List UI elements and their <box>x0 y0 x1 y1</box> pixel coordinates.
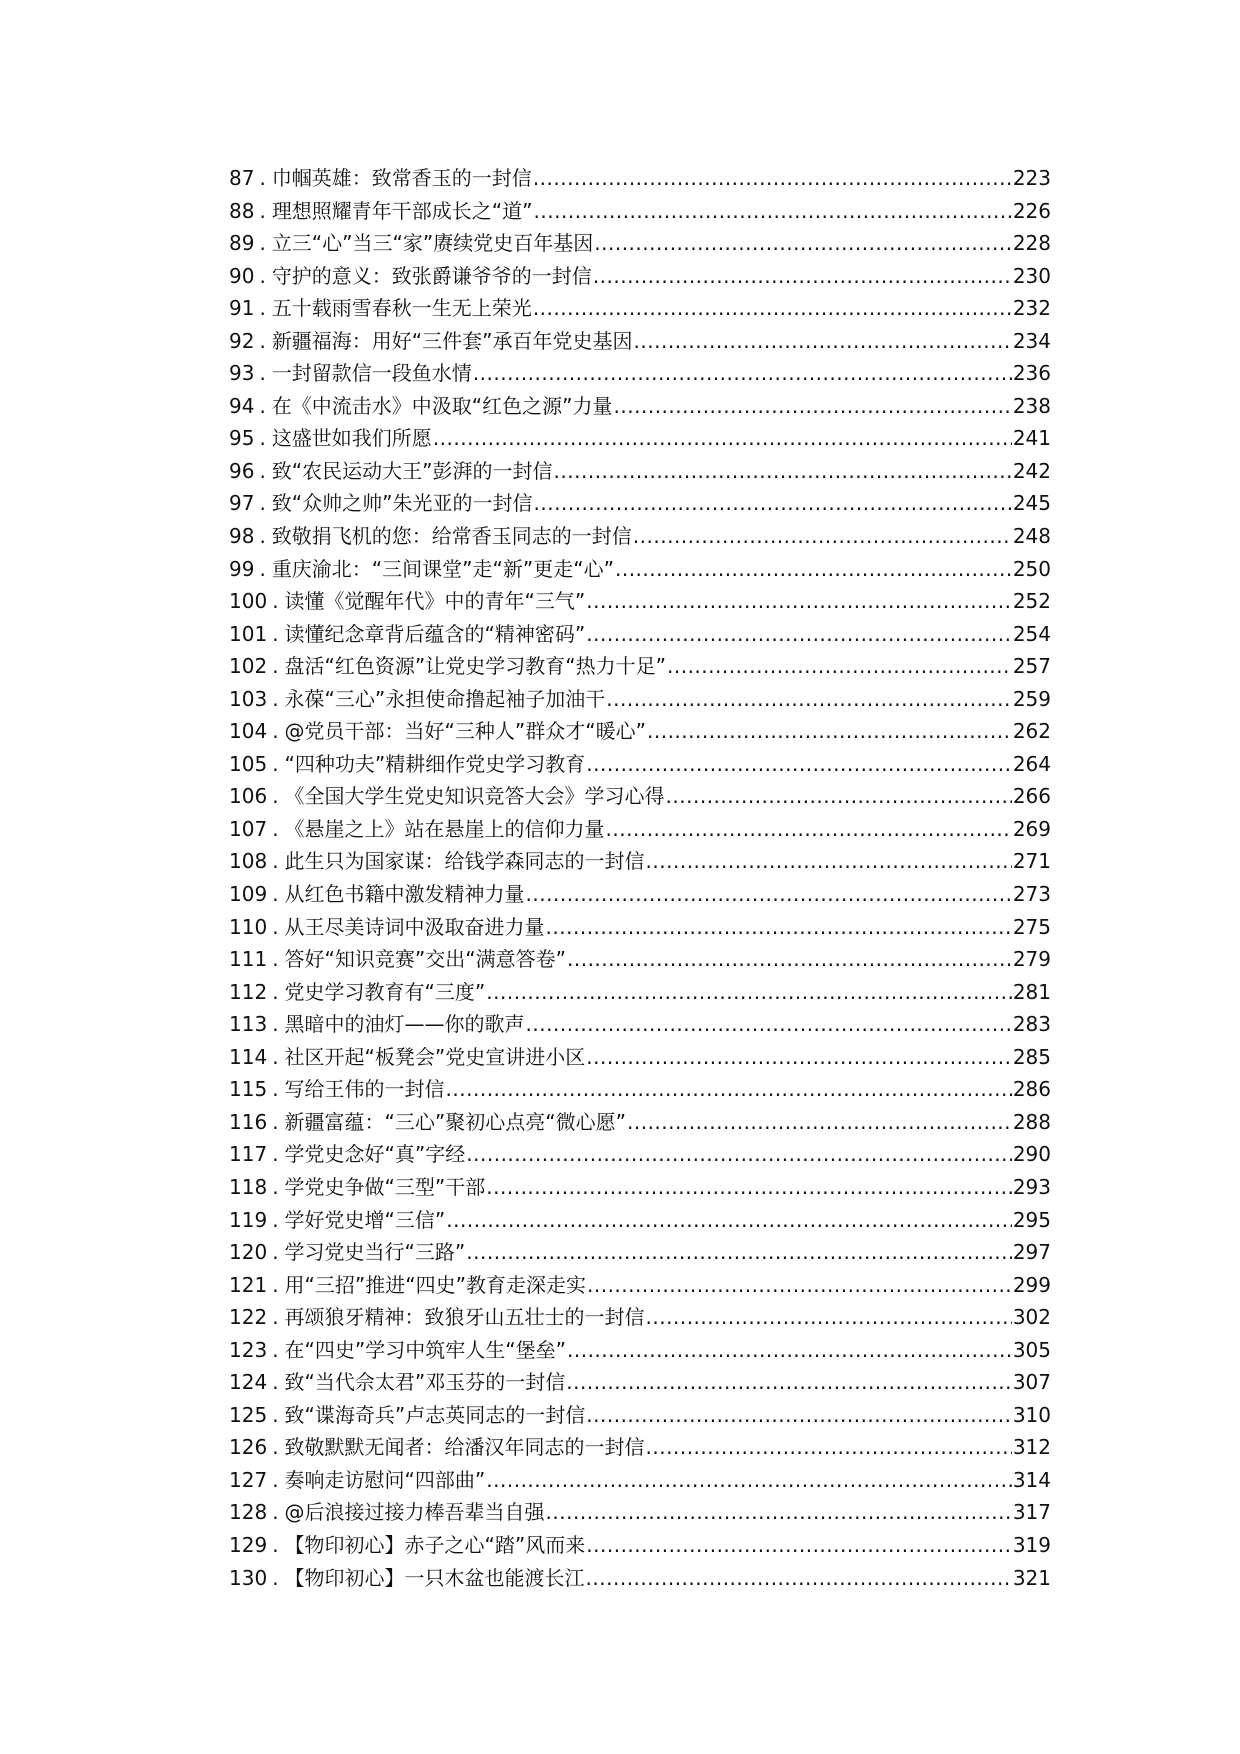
toc-entry-number: 119 <box>229 1207 268 1232</box>
toc-entry-number: 87 <box>229 166 255 190</box>
toc-entry-number: 110 <box>229 914 268 939</box>
toc-dot-leader <box>566 1366 1012 1399</box>
toc-entry-number: 113 <box>229 1012 268 1037</box>
toc-entry[interactable] <box>229 162 1051 195</box>
toc-dot-leader <box>526 1008 1012 1041</box>
toc-dot-leader <box>615 553 1012 586</box>
toc-entry[interactable] <box>229 292 1051 325</box>
toc-entry-page-number: 232 <box>1012 296 1051 321</box>
toc-entry-page-number: 283 <box>1012 1012 1051 1037</box>
toc-entry-number: 88 <box>229 198 255 223</box>
toc-entry-title: 致“农民运动大王”彭湃的一封信 <box>271 458 553 483</box>
toc-entry-title: 用“三招”推进“四史”教育走深走实 <box>284 1272 586 1297</box>
toc-dot-leader <box>526 878 1012 911</box>
toc-entry-number: 109 <box>229 882 268 907</box>
toc-entry-separator: . <box>272 816 279 841</box>
toc-entry-number: 92 <box>229 328 255 353</box>
toc-entry-separator: . <box>259 491 266 516</box>
toc-entry-page-number: 269 <box>1012 816 1051 841</box>
toc-entry-page-number: 230 <box>1012 263 1051 288</box>
toc-entry[interactable] <box>229 455 1051 488</box>
toc-dot-leader <box>466 1236 1012 1269</box>
toc-entry-number: 127 <box>229 1467 268 1492</box>
toc-dot-leader <box>606 683 1012 716</box>
toc-entry-title: 五十载雨雪春秋一生无上荣光 <box>271 296 532 321</box>
toc-entry[interactable] <box>229 1106 1051 1139</box>
toc-entry-number: 126 <box>229 1435 268 1460</box>
toc-entry-page-number: 236 <box>1012 361 1051 386</box>
toc-dot-leader <box>586 1041 1012 1074</box>
toc-entry-page-number: 286 <box>1012 1077 1051 1102</box>
toc-dot-leader <box>667 650 1012 683</box>
toc-entry-title: 《悬崖之上》站在悬崖上的信仰力量 <box>284 816 605 841</box>
toc-entry-number: 93 <box>229 361 255 386</box>
toc-entry[interactable] <box>229 748 1051 781</box>
toc-entry-title: 致“众帅之帅”朱光亚的一封信 <box>271 491 533 516</box>
toc-entry-separator: . <box>272 979 279 1004</box>
toc-entry-title: 【物印初心】赤子之心“踏”风而来 <box>284 1532 586 1557</box>
toc-entry-number: 111 <box>229 947 268 972</box>
toc-dot-leader <box>466 1138 1012 1171</box>
toc-entry-separator: . <box>272 1044 279 1069</box>
toc-entry-page-number: 288 <box>1012 1109 1051 1134</box>
toc-entry-number: 128 <box>229 1500 268 1525</box>
toc-dot-leader <box>473 357 1012 390</box>
toc-entry[interactable] <box>229 585 1051 618</box>
toc-dot-leader <box>646 1301 1012 1334</box>
toc-dot-leader <box>534 195 1012 228</box>
toc-entry-page-number: 293 <box>1012 1174 1051 1199</box>
toc-entry-page-number: 226 <box>1012 198 1051 223</box>
toc-entry-page-number: 273 <box>1012 882 1051 907</box>
toc-entry-title: 在《中流击水》中汲取“红色之源”力量 <box>271 393 613 418</box>
toc-entry-title: 重庆渝北：“三间课堂”走“新”更走“心” <box>271 556 614 581</box>
toc-entry-page-number: 252 <box>1012 589 1051 614</box>
toc-entry-title: 永葆“三心”永担使命撸起袖子加油干 <box>284 686 606 711</box>
toc-entry-separator: . <box>272 1467 279 1492</box>
toc-entry[interactable] <box>229 1431 1051 1464</box>
toc-entry-title: 从王尽美诗词中汲取奋进力量 <box>284 914 545 939</box>
toc-entry-number: 122 <box>229 1305 268 1330</box>
toc-entry-separator: . <box>272 1337 279 1362</box>
toc-entry-title: 盘活“红色资源”让党史学习教育“热力十足” <box>284 654 666 679</box>
toc-entry-page-number: 310 <box>1012 1402 1051 1427</box>
toc-entry-title: 学好党史增“三信” <box>284 1207 446 1232</box>
toc-entry[interactable] <box>229 195 1051 228</box>
toc-entry[interactable] <box>229 553 1051 586</box>
toc-entry-page-number: 238 <box>1012 393 1051 418</box>
toc-entry-separator: . <box>259 263 266 288</box>
toc-entry-page-number: 279 <box>1012 947 1051 972</box>
toc-dot-leader <box>634 325 1012 358</box>
table-of-contents <box>229 162 1051 1594</box>
toc-entry-number: 115 <box>229 1077 268 1102</box>
toc-entry-number: 103 <box>229 686 268 711</box>
toc-entry-title: 读懂《觉醒年代》中的青年“三气” <box>284 589 586 614</box>
toc-dot-leader <box>486 1464 1012 1497</box>
toc-entry-title: 社区开起“板凳会”党史宣讲进小区 <box>284 1044 586 1069</box>
toc-entry-separator: . <box>272 1435 279 1460</box>
toc-entry-number: 104 <box>229 719 268 744</box>
toc-entry[interactable] <box>229 1529 1051 1562</box>
toc-entry[interactable] <box>229 976 1051 1009</box>
toc-entry-number: 89 <box>229 231 255 256</box>
toc-entry-separator: . <box>259 361 266 386</box>
toc-entry-page-number: 290 <box>1012 1142 1051 1167</box>
toc-entry-number: 116 <box>229 1109 268 1134</box>
toc-entry[interactable] <box>229 618 1051 651</box>
toc-entry-title: 党史学习教育有“三度” <box>284 979 486 1004</box>
toc-entry-separator: . <box>259 524 266 549</box>
toc-entry-separator: . <box>272 751 279 776</box>
toc-entry-page-number: 319 <box>1012 1532 1051 1557</box>
toc-entry-number: 121 <box>229 1272 268 1297</box>
toc-entry-title: 从红色书籍中激发精神力量 <box>284 882 525 907</box>
toc-dot-leader <box>446 1073 1012 1106</box>
toc-entry[interactable] <box>229 1562 1051 1595</box>
toc-entry-separator: . <box>272 1272 279 1297</box>
toc-entry-title: 一封留款信一段鱼水情 <box>271 361 472 386</box>
toc-entry[interactable] <box>229 1204 1051 1237</box>
toc-entry[interactable] <box>229 650 1051 683</box>
toc-entry-title: 此生只为国家谋：给钱学森同志的一封信 <box>284 849 645 874</box>
toc-entry[interactable] <box>229 487 1051 520</box>
toc-entry-title: 学习党史当行“三路” <box>284 1240 466 1265</box>
toc-entry-title: 新疆福海：用好“三件套”承百年党史基因 <box>271 328 633 353</box>
toc-dot-leader <box>587 1269 1012 1302</box>
toc-entry[interactable] <box>229 227 1051 260</box>
toc-dot-leader <box>546 1496 1012 1529</box>
toc-entry-number: 95 <box>229 426 255 451</box>
toc-entry[interactable] <box>229 390 1051 423</box>
toc-entry-page-number: 305 <box>1012 1337 1051 1362</box>
toc-entry-page-number: 266 <box>1012 784 1051 809</box>
toc-entry-separator: . <box>272 1240 279 1265</box>
toc-entry[interactable] <box>229 422 1051 455</box>
toc-entry-number: 102 <box>229 654 268 679</box>
toc-dot-leader <box>646 1431 1012 1464</box>
toc-entry-separator: . <box>272 686 279 711</box>
toc-entry-separator: . <box>259 296 266 321</box>
toc-entry-number: 91 <box>229 296 255 321</box>
toc-dot-leader <box>646 845 1012 878</box>
toc-entry[interactable] <box>229 1138 1051 1171</box>
toc-entry-separator: . <box>272 719 279 744</box>
toc-entry-page-number: 285 <box>1012 1044 1051 1069</box>
toc-entry-title: 这盛世如我们所愿 <box>271 426 432 451</box>
toc-entry[interactable] <box>229 357 1051 390</box>
toc-entry-number: 118 <box>229 1174 268 1199</box>
toc-entry[interactable] <box>229 325 1051 358</box>
toc-entry-title: 奏响走访慰问“四部曲” <box>284 1467 486 1492</box>
toc-entry-number: 90 <box>229 263 255 288</box>
toc-dot-leader <box>433 422 1012 455</box>
toc-entry[interactable] <box>229 683 1051 716</box>
toc-entry-separator: . <box>272 589 279 614</box>
toc-dot-leader <box>533 162 1012 195</box>
toc-dot-leader <box>567 943 1012 976</box>
toc-entry[interactable] <box>229 1269 1051 1302</box>
toc-entry-separator: . <box>259 166 266 190</box>
toc-entry-page-number: 297 <box>1012 1240 1051 1265</box>
toc-entry-page-number: 259 <box>1012 686 1051 711</box>
toc-dot-leader <box>633 520 1012 553</box>
toc-entry-separator: . <box>272 914 279 939</box>
toc-entry-separator: . <box>259 393 266 418</box>
toc-entry-page-number: 242 <box>1012 458 1051 483</box>
toc-entry-title: 致“谍海奇兵”卢志英同志的一封信 <box>284 1402 586 1427</box>
toc-entry-title: 巾帼英雄：致常香玉的一封信 <box>271 166 532 190</box>
toc-entry-page-number: 307 <box>1012 1370 1051 1395</box>
toc-entry[interactable] <box>229 1334 1051 1367</box>
toc-entry-page-number: 314 <box>1012 1467 1051 1492</box>
toc-entry-number: 106 <box>229 784 268 809</box>
toc-dot-leader <box>594 227 1012 260</box>
toc-dot-leader <box>666 780 1012 813</box>
toc-entry[interactable] <box>229 1041 1051 1074</box>
toc-entry-page-number: 302 <box>1012 1305 1051 1330</box>
toc-entry-separator: . <box>259 458 266 483</box>
toc-entry-number: 117 <box>229 1142 268 1167</box>
toc-entry-separator: . <box>272 849 279 874</box>
toc-dot-leader <box>486 976 1012 1009</box>
toc-entry-title: 致敬默默无闻者：给潘汉年同志的一封信 <box>284 1435 645 1460</box>
toc-entry[interactable] <box>229 813 1051 846</box>
toc-entry-page-number: 245 <box>1012 491 1051 516</box>
toc-entry-number: 97 <box>229 491 255 516</box>
toc-entry-page-number: 241 <box>1012 426 1051 451</box>
toc-entry[interactable] <box>229 1008 1051 1041</box>
toc-entry-separator: . <box>259 426 266 451</box>
toc-entry-separator: . <box>272 1402 279 1427</box>
toc-dot-leader <box>614 390 1012 423</box>
toc-entry-page-number: 317 <box>1012 1500 1051 1525</box>
toc-dot-leader <box>446 1204 1012 1237</box>
toc-entry-page-number: 275 <box>1012 914 1051 939</box>
toc-entry-title: 《全国大学生党史知识竞答大会》学习心得 <box>284 784 665 809</box>
toc-entry-number: 129 <box>229 1532 268 1557</box>
toc-entry-page-number: 228 <box>1012 231 1051 256</box>
toc-entry[interactable] <box>229 520 1051 553</box>
toc-dot-leader <box>534 487 1012 520</box>
toc-dot-leader <box>554 455 1012 488</box>
toc-entry-number: 107 <box>229 816 268 841</box>
toc-entry[interactable] <box>229 911 1051 944</box>
toc-entry[interactable] <box>229 1073 1051 1106</box>
toc-entry-page-number: 257 <box>1012 654 1051 679</box>
toc-entry-title: @党员干部：当好“三种人”群众才“暖心” <box>284 719 646 744</box>
toc-entry-number: 100 <box>229 589 268 614</box>
toc-entry-separator: . <box>272 1174 279 1199</box>
toc-entry-separator: . <box>272 621 279 646</box>
toc-entry-title: 黑暗中的油灯——你的歌声 <box>284 1012 525 1037</box>
toc-entry[interactable] <box>229 1464 1051 1497</box>
toc-entry-number: 130 <box>229 1565 268 1590</box>
toc-entry-title: 【物印初心】一只木盆也能渡长江 <box>284 1565 585 1590</box>
toc-entry-separator: . <box>272 1142 279 1167</box>
toc-entry-title: 在“四史”学习中筑牢人生“堡垒” <box>284 1337 566 1362</box>
toc-entry-page-number: 262 <box>1012 719 1051 744</box>
toc-entry-title: 守护的意义：致张爵谦爷爷的一封信 <box>271 263 592 288</box>
toc-entry-title: “四种功夫”精耕细作党史学习教育 <box>284 751 586 776</box>
toc-entry-separator: . <box>272 947 279 972</box>
toc-entry-separator: . <box>272 1109 279 1134</box>
toc-entry-separator: . <box>259 556 266 581</box>
toc-entry-title: @后浪接过接力棒吾辈当自强 <box>284 1500 545 1525</box>
toc-entry-title: 理想照耀青年干部成长之“道” <box>271 198 533 223</box>
toc-dot-leader <box>593 260 1012 293</box>
toc-entry-page-number: 271 <box>1012 849 1051 874</box>
toc-entry-title: 答好“知识竞赛”交出“满意答卷” <box>284 947 566 972</box>
toc-entry-separator: . <box>272 1370 279 1395</box>
toc-entry-title: 学党史争做“三型”干部 <box>284 1174 486 1199</box>
toc-entry[interactable] <box>229 1366 1051 1399</box>
toc-entry-title: 再颂狼牙精神：致狼牙山五壮士的一封信 <box>284 1305 645 1330</box>
toc-entry-separator: . <box>259 231 266 256</box>
toc-entry-separator: . <box>272 1077 279 1102</box>
toc-entry-separator: . <box>259 198 266 223</box>
toc-entry[interactable] <box>229 845 1051 878</box>
toc-entry-page-number: 264 <box>1012 751 1051 776</box>
toc-entry[interactable] <box>229 1236 1051 1269</box>
toc-dot-leader <box>647 715 1012 748</box>
toc-entry-title: 学党史念好“真”字经 <box>284 1142 466 1167</box>
toc-entry-title: 致“当代佘太君”邓玉芬的一封信 <box>284 1370 566 1395</box>
toc-entry-number: 105 <box>229 751 268 776</box>
toc-dot-leader <box>627 1106 1012 1139</box>
toc-entry-page-number: 295 <box>1012 1207 1051 1232</box>
toc-entry-separator: . <box>259 328 266 353</box>
toc-entry-separator: . <box>272 882 279 907</box>
toc-entry-separator: . <box>272 1207 279 1232</box>
toc-entry-page-number: 321 <box>1012 1565 1051 1590</box>
toc-entry[interactable] <box>229 715 1051 748</box>
toc-entry[interactable] <box>229 1496 1051 1529</box>
toc-entry[interactable] <box>229 1171 1051 1204</box>
toc-dot-leader <box>586 1562 1012 1595</box>
toc-entry-page-number: 234 <box>1012 328 1051 353</box>
toc-entry-number: 108 <box>229 849 268 874</box>
toc-dot-leader <box>586 618 1012 651</box>
toc-entry-separator: . <box>272 654 279 679</box>
toc-entry-page-number: 248 <box>1012 524 1051 549</box>
toc-entry[interactable] <box>229 260 1051 293</box>
toc-entry-separator: . <box>272 1565 279 1590</box>
toc-entry-page-number: 281 <box>1012 979 1051 1004</box>
toc-entry-page-number: 250 <box>1012 556 1051 581</box>
toc-entry-number: 94 <box>229 393 255 418</box>
toc-entry-number: 99 <box>229 556 255 581</box>
toc-entry-number: 120 <box>229 1240 268 1265</box>
toc-dot-leader <box>586 1399 1012 1432</box>
toc-entry-title: 写给王伟的一封信 <box>284 1077 445 1102</box>
toc-entry-number: 101 <box>229 621 268 646</box>
toc-entry[interactable] <box>229 780 1051 813</box>
toc-dot-leader <box>486 1171 1012 1204</box>
toc-entry-number: 124 <box>229 1370 268 1395</box>
toc-entry-separator: . <box>272 1532 279 1557</box>
toc-entry-number: 125 <box>229 1402 268 1427</box>
toc-entry-page-number: 254 <box>1012 621 1051 646</box>
toc-dot-leader <box>606 813 1012 846</box>
toc-dot-leader <box>586 585 1012 618</box>
toc-dot-leader <box>567 1334 1012 1367</box>
toc-entry-separator: . <box>272 1500 279 1525</box>
toc-entry-number: 114 <box>229 1044 268 1069</box>
toc-dot-leader <box>533 292 1012 325</box>
toc-entry-title: 读懂纪念章背后蕴含的“精神密码” <box>284 621 586 646</box>
toc-entry-title: 立三“心”当三“家”赓续党史百年基因 <box>271 231 594 256</box>
toc-entry-title: 致敬捐飞机的您：给常香玉同志的一封信 <box>271 524 632 549</box>
toc-entry-number: 123 <box>229 1337 268 1362</box>
toc-entry-separator: . <box>272 784 279 809</box>
toc-dot-leader <box>586 1529 1012 1562</box>
toc-entry-number: 98 <box>229 524 255 549</box>
toc-entry-page-number: 312 <box>1012 1435 1051 1460</box>
toc-entry-page-number: 299 <box>1012 1272 1051 1297</box>
toc-entry[interactable] <box>229 943 1051 976</box>
toc-entry[interactable] <box>229 878 1051 911</box>
toc-entry[interactable] <box>229 1301 1051 1334</box>
toc-entry-separator: . <box>272 1012 279 1037</box>
toc-entry[interactable] <box>229 1399 1051 1432</box>
toc-entry-title: 新疆富蕴：“三心”聚初心点亮“微心愿” <box>284 1109 626 1134</box>
toc-entry-separator: . <box>272 1305 279 1330</box>
toc-entry-page-number: 223 <box>1012 166 1051 190</box>
toc-entry-number: 96 <box>229 458 255 483</box>
toc-dot-leader <box>586 748 1012 781</box>
toc-dot-leader <box>546 911 1012 944</box>
toc-entry-number: 112 <box>229 979 268 1004</box>
